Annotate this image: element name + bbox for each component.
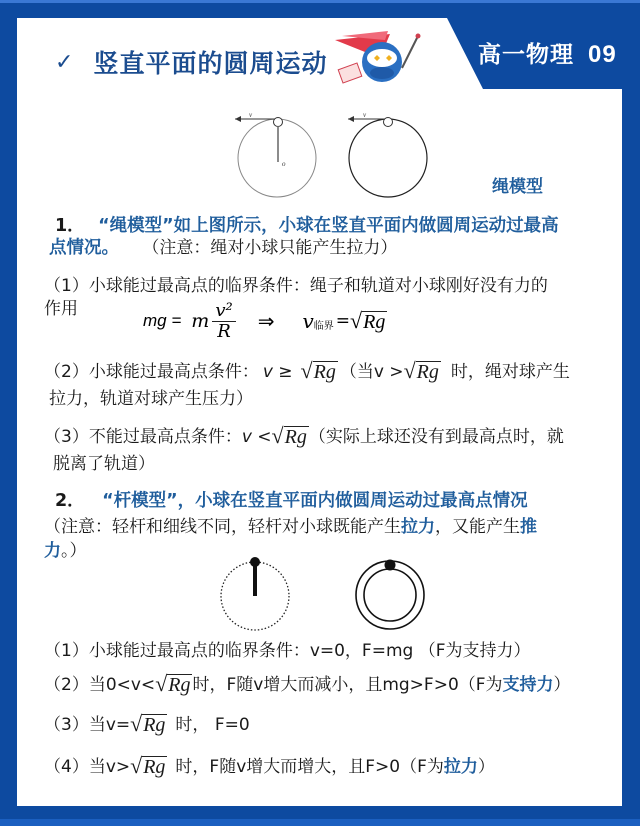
sqrt-rg: √Rg <box>130 711 166 736</box>
item3-condition: v < <box>241 427 272 447</box>
item2-condition: v ≥ <box>262 362 293 382</box>
page-title <box>55 44 327 80</box>
section1-heading-text: 如上图所示，小球在竖直平面内做圆周运动过最高 <box>173 216 559 236</box>
sqrt-rg: √Rg <box>350 308 386 333</box>
item2-suffix: 时，绳对球产生 <box>450 362 570 382</box>
critical-speed-formula <box>143 296 387 346</box>
item-suffix: 时，F随v增大而增大，且F>0（F为 <box>175 757 444 777</box>
grade-subject-tab <box>478 36 617 69</box>
item-end: ） <box>477 757 495 777</box>
item-prefix: （2）当0<v< <box>44 675 156 695</box>
radicand: Rg <box>416 361 439 383</box>
radicand: Rg <box>313 361 336 383</box>
radicand: Rg <box>284 426 307 448</box>
equals: = <box>335 311 351 331</box>
rope-model-diagram <box>230 108 450 198</box>
s1-item2-line2: 拉力，轨道对球产生压力） <box>49 389 253 409</box>
s1-item3-line2: 脱离了轨道） <box>53 454 155 474</box>
radicand: Rg <box>143 756 166 778</box>
tab-label: 高一物理 <box>478 42 574 68</box>
section1-model-name: “绳模型” <box>98 216 174 236</box>
section2-note-line2 <box>44 540 87 562</box>
s2-item1: （1）小球能过最高点的临界条件：v=0，F=mg （F为支持力） <box>44 641 531 661</box>
s2-item2 <box>44 673 571 696</box>
frame-bottom-edge <box>0 819 640 826</box>
s1-item1-line1: （1）小球能过最高点的临界条件：绳子和轨道对小球刚好没有力的 <box>44 276 548 296</box>
title-text: 竖直平面的圆周运动 <box>93 49 328 78</box>
tension-highlight: 拉力 <box>443 757 478 777</box>
section2-heading-text: “杆模型”，小球在竖直平面内做圆周运动过最高点情况 <box>102 491 528 511</box>
section2-number: 2． <box>55 491 85 511</box>
section1-heading-line2 <box>49 237 397 259</box>
fraction <box>212 301 235 342</box>
note-text: （注意：轻杆和细线不同，轻杆对小球既能产生 <box>44 517 401 537</box>
radicand: Rg <box>168 674 191 696</box>
radicand: Rg <box>143 714 166 736</box>
check-icon: ✓ <box>55 49 74 75</box>
v-critical: v <box>302 309 314 333</box>
section1-number: 1． <box>55 216 85 236</box>
s1-item3-line1 <box>44 425 564 448</box>
formula-lhs: mg = <box>143 311 182 330</box>
support-force-highlight: 支持力 <box>502 675 554 695</box>
sqrt-rg: √Rg <box>130 753 166 778</box>
ninja-mascot-icon <box>330 28 430 90</box>
item-prefix: （4）当v> <box>44 757 131 777</box>
velocity-label-right: v <box>363 111 367 119</box>
fraction-numerator: v² <box>212 301 235 322</box>
implies-arrow: ⇒ <box>257 309 275 333</box>
item-end: ） <box>553 675 571 695</box>
tab-number: 09 <box>588 41 617 68</box>
item2-prefix: （2）小球能过最高点条件： <box>44 362 259 382</box>
fraction-denominator: R <box>217 320 231 342</box>
section2-heading <box>55 490 528 512</box>
rope-model-label: 绳模型 <box>492 177 543 197</box>
s1-item2-line1 <box>44 360 570 383</box>
item-prefix: （3）当v= <box>44 715 131 735</box>
item-suffix: 时，F随v增大而减小，且mg>F>0（F为 <box>192 675 503 695</box>
radicand: Rg <box>363 311 386 333</box>
item3-prefix: （3）不能过最高点条件： <box>44 427 242 447</box>
sqrt-rg: √Rg <box>300 358 336 383</box>
note-text-2: ，又能产生 <box>435 517 520 537</box>
velocity-label-left: v <box>249 111 253 119</box>
sqrt-rg: √Rg <box>271 423 307 448</box>
item3-suffix: （实际上球还没有到最高点时，就 <box>308 427 564 447</box>
note-pull-highlight: 拉力 <box>401 517 435 537</box>
note-push-highlight: 推 <box>520 517 537 537</box>
center-label: o <box>282 160 286 168</box>
s2-item3 <box>44 713 250 736</box>
sqrt-rg: √Rg <box>403 358 439 383</box>
section1-heading-text-2: 点情况。 <box>49 238 119 258</box>
sqrt-rg: √Rg <box>155 671 191 696</box>
formula-m: m <box>191 310 210 332</box>
section1-note: （注意：绳对小球只能产生拉力） <box>142 238 398 258</box>
rod-model-diagram <box>215 552 435 632</box>
note-end: 。） <box>61 541 87 561</box>
item-suffix: 时， F=0 <box>175 715 250 735</box>
v-critical-subscript: 临界 <box>313 321 334 332</box>
s1-item1-line2: 作用 <box>44 299 78 319</box>
frame-top-edge <box>0 0 640 3</box>
s2-item4 <box>44 755 495 778</box>
item2-mid: （当v > <box>339 362 404 382</box>
section2-note-line1 <box>44 516 537 538</box>
note-push-highlight-2: 力 <box>44 541 61 561</box>
section1-heading-line1 <box>55 215 559 237</box>
